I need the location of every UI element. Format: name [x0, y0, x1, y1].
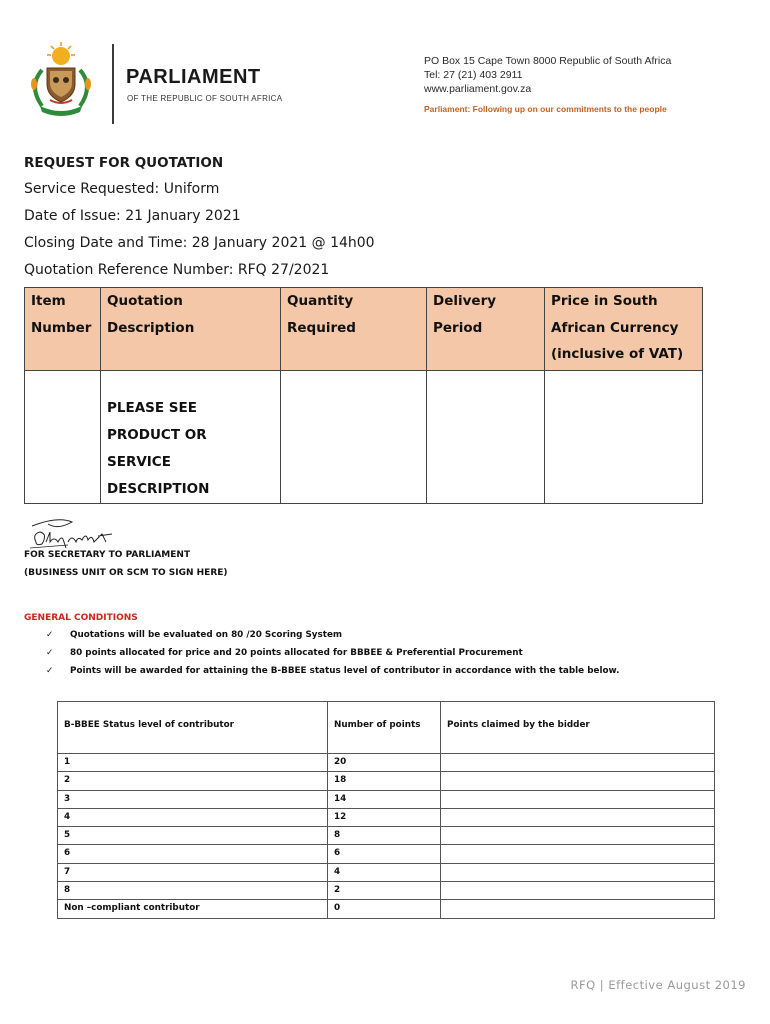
quotation-header-row	[25, 288, 703, 371]
cell-status-level: 7	[58, 863, 328, 881]
date-of-issue: Date of Issue: 21 January 2021	[24, 208, 241, 224]
table-row	[58, 863, 715, 881]
cell-points-claimed[interactable]	[441, 845, 715, 863]
header-price: Price in South African Currency (inclusive of VAT)	[545, 288, 703, 371]
cell-status-level: 6	[58, 845, 328, 863]
contact-block	[424, 54, 671, 96]
signatory-instruction: (BUSINESS UNIT OR SCM TO SIGN HERE)	[24, 568, 228, 578]
footer-text: RFQ | Effective August 2019	[570, 978, 746, 992]
cell-points-claimed[interactable]	[441, 808, 715, 826]
contact-address: PO Box 15 Cape Town 8000 Republic of South Africa	[424, 55, 672, 67]
condition-item: ✓ Quotations will be evaluated on 80 /20 Scoring System	[46, 630, 343, 640]
bbbee-points-table	[57, 701, 715, 919]
table-row	[58, 772, 715, 790]
table-row	[58, 790, 715, 808]
table-row	[58, 827, 715, 845]
org-name: PARLIAMENT	[126, 66, 261, 88]
cell-points-claimed[interactable]	[441, 827, 715, 845]
cell-price[interactable]	[545, 371, 703, 504]
cell-points: 4	[328, 863, 441, 881]
service-requested: Service Requested: Uniform	[24, 181, 220, 197]
condition-item: ✓ 80 points allocated for price and 20 points allocated for BBBEE & Preferential Procurement	[46, 648, 523, 658]
table-row	[58, 754, 715, 772]
cell-points: 14	[328, 790, 441, 808]
parliament-coat-of-arms-icon	[20, 40, 102, 120]
signatory-line: FOR SECRETARY TO PARLIAMENT	[24, 550, 191, 560]
header-status-level: B-BBEE Status level of contributor	[58, 702, 328, 754]
checkmark-icon: ✓	[46, 666, 54, 676]
cell-status-level: 5	[58, 827, 328, 845]
header-quotation-description: Quotation Description	[101, 288, 281, 371]
general-conditions-title: GENERAL CONDITIONS	[24, 613, 138, 623]
cell-points: 0	[328, 900, 441, 918]
table-row	[58, 808, 715, 826]
cell-description	[101, 371, 281, 504]
quotation-table	[24, 287, 703, 504]
org-subtitle: OF THE REPUBLIC OF SOUTH AFRICA	[127, 94, 283, 103]
header-delivery-period: Delivery Period	[427, 288, 545, 371]
cell-status-level: 1	[58, 754, 328, 772]
header-quantity-required: Quantity Required	[281, 288, 427, 371]
cell-points: 2	[328, 882, 441, 900]
cell-delivery-period[interactable]	[427, 371, 545, 504]
header-number-of-points: Number of points	[328, 702, 441, 754]
cell-points: 20	[328, 754, 441, 772]
checkmark-icon: ✓	[46, 648, 54, 658]
cell-points-claimed[interactable]	[441, 900, 715, 918]
cell-points-claimed[interactable]	[441, 754, 715, 772]
closing-date: Closing Date and Time: 28 January 2021 @ 14h00	[24, 235, 375, 251]
description-text: PLEASE SEE PRODUCT OR SERVICE DESCRIPTION	[107, 400, 210, 497]
contact-website[interactable]: www.parliament.gov.za	[424, 83, 532, 95]
table-row	[25, 371, 703, 504]
cell-points-claimed[interactable]	[441, 863, 715, 881]
cell-status-level: 8	[58, 882, 328, 900]
reference-number: Quotation Reference Number: RFQ 27/2021	[24, 262, 330, 278]
handwritten-signature	[28, 512, 128, 552]
table-row	[58, 900, 715, 918]
condition-item: ✓ Points will be awarded for attaining the B-BBEE status level of contributor in accordance with the table below.	[46, 666, 620, 676]
cell-status-level: 2	[58, 772, 328, 790]
slogan: Parliament: Following up on our commitments to the people	[424, 104, 667, 114]
cell-item-number[interactable]	[25, 371, 101, 504]
table-row	[58, 845, 715, 863]
cell-status-level: Non –compliant contributor	[58, 900, 328, 918]
cell-points-claimed[interactable]	[441, 790, 715, 808]
contact-phone: Tel: 27 (21) 403 2911	[424, 69, 523, 81]
points-header-row	[58, 702, 715, 754]
table-row	[58, 882, 715, 900]
rfq-title: REQUEST FOR QUOTATION	[24, 155, 224, 171]
cell-points: 18	[328, 772, 441, 790]
cell-points: 12	[328, 808, 441, 826]
header-points-claimed: Points claimed by the bidder	[441, 702, 715, 754]
cell-status-level: 4	[58, 808, 328, 826]
cell-status-level: 3	[58, 790, 328, 808]
cell-points: 6	[328, 845, 441, 863]
header-divider	[112, 44, 114, 124]
cell-points-claimed[interactable]	[441, 772, 715, 790]
header-item-number: Item Number	[25, 288, 101, 371]
cell-quantity[interactable]	[281, 371, 427, 504]
cell-points: 8	[328, 827, 441, 845]
cell-points-claimed[interactable]	[441, 882, 715, 900]
checkmark-icon: ✓	[46, 630, 54, 640]
